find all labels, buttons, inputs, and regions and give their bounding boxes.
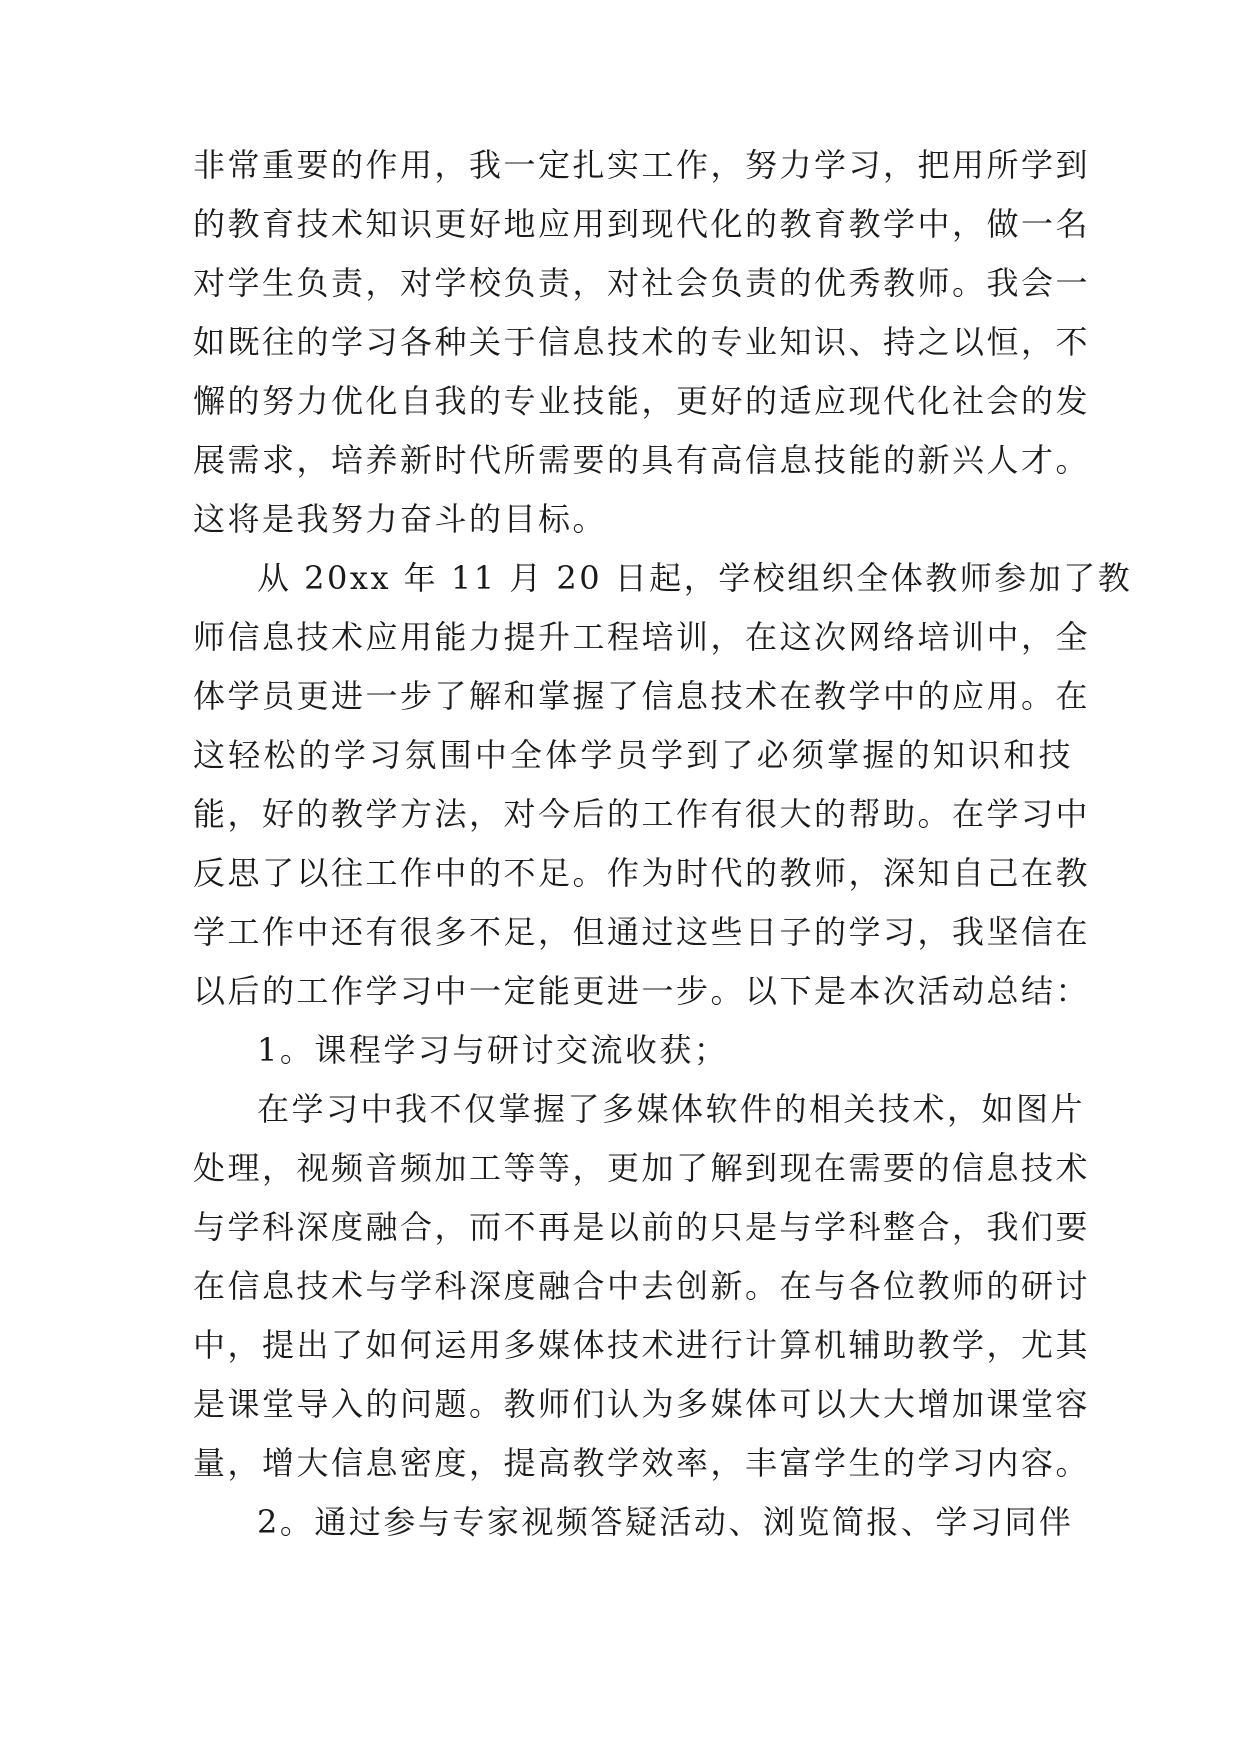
- text-line: 这轻松的学习氛围中全体学员学到了必须掌握的知识和技: [193, 736, 1073, 774]
- list-heading: 2。通过参与专家视频答疑活动、浏览简报、学习同伴: [257, 1503, 1074, 1541]
- list-heading: 1。课程学习与研讨交流收获；: [257, 1031, 729, 1069]
- text-line: 在学习中我不仅掌握了多媒体软件的相关技术，如图片: [257, 1090, 1086, 1128]
- text-line: 对学生负责，对学校负责，对社会负责的优秀教师。我会一: [193, 264, 1091, 302]
- text-line: 是课堂导入的问题。教师们认为多媒体可以大大增加课堂容: [193, 1385, 1091, 1423]
- text-line: 中，提出了如何运用多媒体技术进行计算机辅助教学，尤其: [193, 1326, 1091, 1364]
- text-line: 能，好的教学方法，对今后的工作有很大的帮助。在学习中: [193, 795, 1091, 833]
- text-line: 反思了以往工作中的不足。作为时代的教师，深知自己在教: [193, 854, 1091, 892]
- text-line: 以后的工作学习中一定能更进一步。以下是本次活动总结：: [193, 972, 1091, 1010]
- text-line: 从 20xx 年 11 月 20 日起，学校组织全体教师参加了教: [257, 559, 1133, 597]
- text-line: 非常重要的作用，我一定扎实工作，努力学习，把用所学到: [193, 146, 1091, 184]
- text-line: 量，增大信息密度，提高教学效率，丰富学生的学习内容。: [193, 1444, 1091, 1482]
- text-line: 与学科深度融合，而不再是以前的只是与学科整合，我们要: [193, 1208, 1091, 1246]
- text-line: 师信息技术应用能力提升工程培训，在这次网络培训中，全: [193, 618, 1091, 656]
- text-line: 懈的努力优化自我的专业技能，更好的适应现代化社会的发: [193, 382, 1091, 420]
- text-line: 这将是我努力奋斗的目标。: [193, 500, 608, 538]
- text-line: 展需求，培养新时代所需要的具有高信息技能的新兴人才。: [193, 441, 1091, 479]
- text-line: 的教育技术知识更好地应用到现代化的教育教学中，做一名: [193, 205, 1091, 243]
- text-line: 体学员更进一步了解和掌握了信息技术在教学中的应用。在: [193, 677, 1091, 715]
- text-line: 在信息技术与学科深度融合中去创新。在与各位教师的研讨: [193, 1267, 1091, 1305]
- text-line: 处理，视频音频加工等等，更加了解到现在需要的信息技术: [193, 1149, 1091, 1187]
- text-line: 学工作中还有很多不足，但通过这些日子的学习，我坚信在: [193, 913, 1091, 951]
- text-line: 如既往的学习各种关于信息技术的专业知识、持之以恒，不: [193, 323, 1091, 361]
